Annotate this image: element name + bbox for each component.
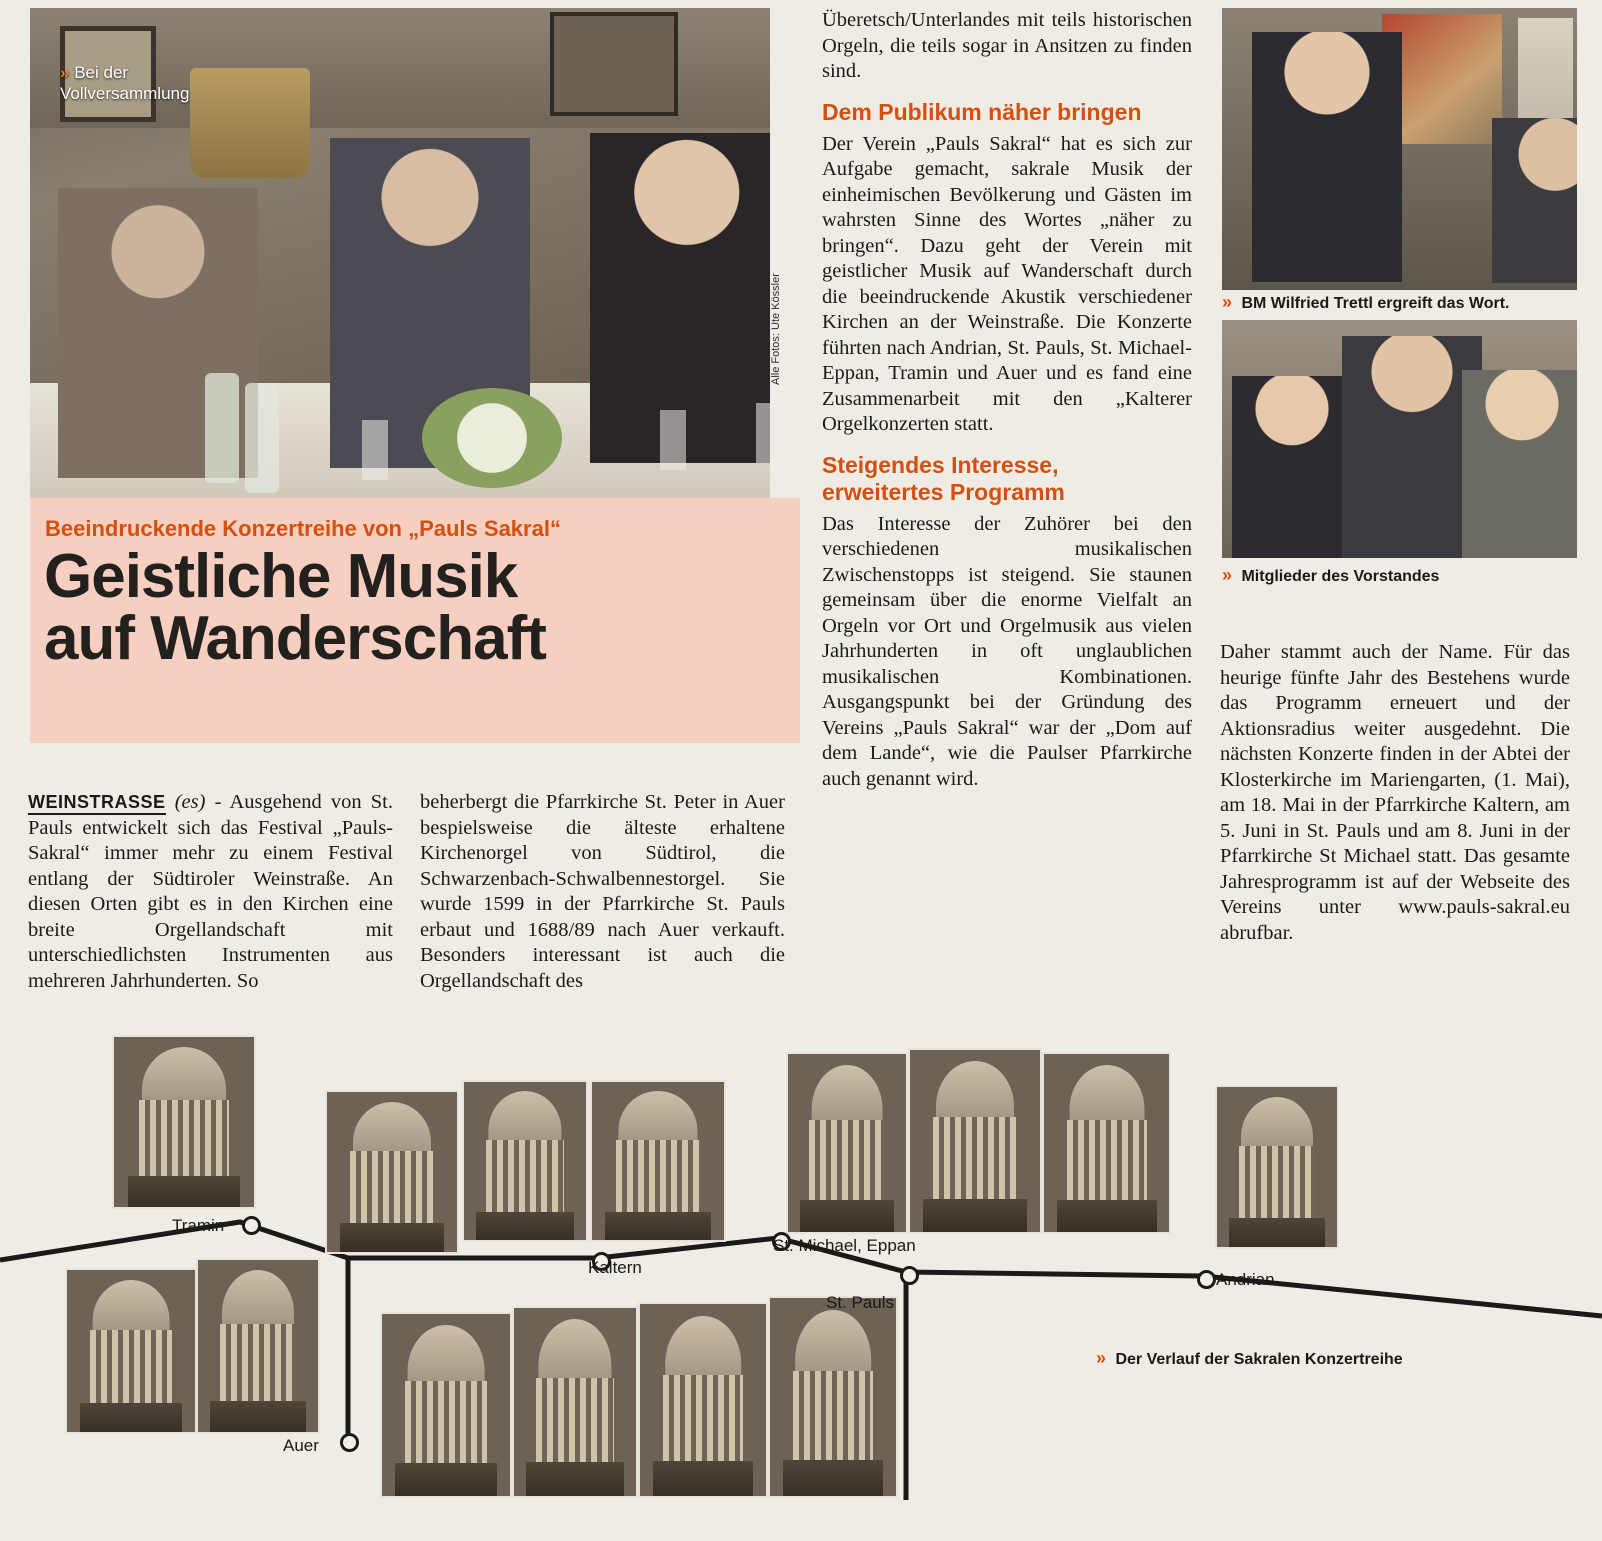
glass-shape (362, 420, 388, 480)
arrow-icon: » (60, 63, 70, 82)
organ-photo-pauls-3 (638, 1302, 768, 1498)
map-node-andrian (1197, 1270, 1216, 1289)
col3-paragraph-1: Der Verein „Pauls Sakral“ hat es sich zur Aufgabe gemacht, sakrale Musik der einheimischen Bevölkerung und Gästen im wahrsten Sinne des Wortes „näher zu bringen“. Dazu geht der Verein mit geistlicher Musik auf Wanderschaft durch die beeindruckende Akustik verschiedener Kirchen an der Weinstraße. Die Konzerte führten nach Andrian, St. Pauls, St. Michael-Eppan, Tramin und Auer und es fand eine Zusammenarbeit mit den „Kalterer Orgelkonzerten statt. (822, 132, 1192, 435)
organ-photo-andrian (1215, 1085, 1339, 1249)
person-shape (1232, 376, 1352, 558)
col4-text: Daher stammt auch der Name. Für das heurige fünfte Jahr des Bestehens wurde das Programm erneuert und der Aktionsradius weiter ausgedehnt. Die nächsten Konzerte finden in der Abtei der Klosterkirche im Mariengarten, (1. Mai), am 18. Mai in der Pfarrkirche Kaltern, am 5. Juni in St. Pauls und am 8. Juni in der Pfarrkirche St Michael statt. Das gesamte Jahresprogramm ist auf der Webseite des Vereins unter www.pauls-sakral.eu abrufbar. (1220, 641, 1570, 944)
bottle-shape (205, 373, 239, 483)
organ-photo-kaltern-2 (462, 1080, 588, 1242)
person-shape (1342, 336, 1482, 558)
subheading-2 (822, 452, 1192, 506)
dateline: WEINSTRASSE (28, 792, 166, 815)
dateline-author: (es) (174, 791, 206, 813)
headline-line-1: Geistliche Musik (44, 542, 518, 611)
article-column-3 (822, 8, 1192, 792)
col2-text: beherbergt die Pfarrkirche St. Peter in Auer bespielsweise die älteste erhaltene Kirchenorgel von Südtirol, die Schwarzenbach-Schwalbennestorgel. Sie wurde 1599 in der Pfarrkirche St. Pauls erbaut und 1688/89 nach Auer verkauft. Besonders interessant ist auch die Orgellandschaft des (420, 791, 785, 992)
photo-vorstand (1222, 320, 1577, 558)
flowers-shape (422, 388, 562, 488)
caption-text: BM Wilfried Trettl ergreift das Wort. (1241, 295, 1510, 312)
glass-shape (756, 403, 770, 463)
article-kicker: Beeindruckende Konzertreihe von „Pauls Sakral“ (45, 516, 561, 541)
organ-photo-pauls-1 (380, 1312, 512, 1498)
person-shape (1462, 370, 1577, 558)
page-title (44, 542, 794, 673)
col1-text: - Ausgehend von St. Pauls entwickelt sich das Festival „Pauls-Sakral“ immer mehr zu einem Festival entlang der Südtiroler Weinstraße. An diesen Orten gibt es in den Kirchen eine breite Orgellandschaft mit unterschiedlichsten Instrumenten aus mehreren Jahrhunderten. So (28, 791, 393, 992)
map-label-auer: Auer (283, 1436, 319, 1455)
col3-intro: Überetsch/Unterlandes mit teils historischen Orgeln, die teils sogar in Ansitzen zu finden sind. (822, 9, 1192, 82)
map-label-kaltern: Kaltern (588, 1258, 642, 1277)
photo-trettl (1222, 8, 1577, 290)
title-block (30, 498, 800, 743)
headline-line-2: auf Wanderschaft (44, 604, 546, 673)
map-label-michael: St. Michael, Eppan (773, 1236, 916, 1255)
col3-paragraph-2: Das Interesse der Zuhörer bei den verschiedenen musikalischen Zwischenstopps ist steigend. Sie staunen gemeinsam über die enorme Vielfalt an Orgeln vor Ort und Orgelmusik aus vielen Jahrhunderten in oft unglaublichen musikalischen Kombinationen. Ausgangspunkt bei der Gründung des Vereins „Pauls Sakral“ war der „Dom auf dem Lande“, wie die Paulser Pfarrkirche auch genannt wird. (822, 512, 1192, 790)
organ-photo-kaltern-3 (590, 1080, 726, 1242)
caption-text: Mitglieder des Vorstandes (1241, 568, 1440, 585)
organ-photo-michael-1 (786, 1052, 908, 1234)
subheading-1: Dem Publikum näher bringen (822, 98, 1142, 125)
caption-text: Der Verlauf der Sakralen Konzertreihe (1115, 1351, 1403, 1368)
article-column-4 (1220, 640, 1570, 946)
map-label-andrian: Andrian (1216, 1270, 1275, 1289)
caption-line-2: Vollversammlung (60, 84, 190, 103)
picture-frame-icon (550, 12, 678, 116)
map-node-tramin (242, 1216, 261, 1235)
photo-caption-verlauf (1096, 1348, 1516, 1369)
subheading-2-line-2: erweitertes Programm (822, 478, 1065, 505)
organ-photo-pauls-4 (768, 1296, 898, 1498)
organ-photo-tramin (112, 1035, 256, 1209)
photo-caption-vorstand (1222, 565, 1582, 586)
organ-photo-michael-3 (1042, 1052, 1171, 1234)
organ-photo-auer-2 (196, 1258, 320, 1434)
article-paragraph (28, 790, 393, 994)
organ-photo-pauls-2 (512, 1306, 638, 1498)
map-label-pauls: St. Pauls (826, 1293, 895, 1312)
organ-photo-auer-1 (65, 1268, 197, 1434)
arrow-icon: » (1222, 565, 1233, 585)
arrow-icon: » (1096, 1348, 1107, 1368)
organ-photo-kaltern-1 (325, 1090, 459, 1254)
subheading-2-line-1: Steigendes Interesse, (822, 451, 1059, 478)
person-shape (1492, 118, 1577, 283)
organ-photo-michael-2 (908, 1048, 1042, 1234)
article-column-1 (28, 790, 393, 994)
photo-credit: Alle Fotos: Ute Kössler (770, 273, 782, 385)
photo-caption-trettl (1222, 292, 1582, 313)
photo-caption-vollversammlung (60, 62, 230, 104)
bottle-shape (245, 383, 279, 493)
arrow-icon: » (1222, 292, 1233, 312)
map-node-auer (340, 1433, 359, 1452)
glass-shape (660, 410, 686, 470)
caption-line-1: Bei der (74, 63, 129, 82)
person-shape (1252, 32, 1402, 282)
article-column-2 (420, 790, 785, 994)
map-label-tramin: Tramin (172, 1216, 225, 1235)
map-node-pauls (900, 1266, 919, 1285)
